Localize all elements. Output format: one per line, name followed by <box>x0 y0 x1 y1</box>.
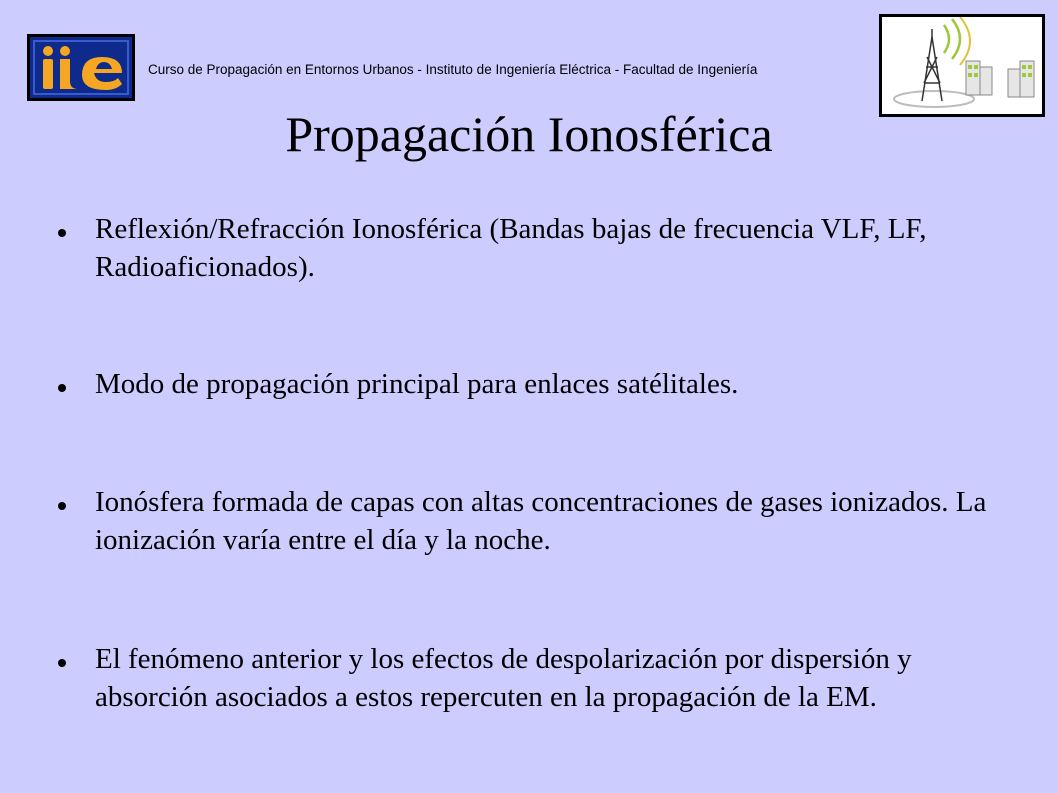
bullet-item <box>58 640 1018 716</box>
slide-title: Propagación Ionosférica <box>285 106 773 162</box>
iie-logo <box>27 34 135 101</box>
bullet-item <box>58 483 1018 559</box>
antenna-buildings-logo <box>879 14 1045 117</box>
bullet-dot-icon <box>58 502 66 510</box>
bullet-text: Modo de propagación principal para enlaces satélitales. <box>95 368 739 400</box>
bullet-text: Ionósfera formada de capas con altas concentraciones de gases ionizados. La ionización varía entre el día y la noche. <box>95 486 987 556</box>
bullet-dot-icon <box>58 384 66 392</box>
bullet-text: Reflexión/Refracción Ionosférica (Bandas bajas de frecuencia VLF, LF, Radioaficionados). <box>95 213 927 283</box>
course-header: Curso de Propagación en Entornos Urbanos - Instituto de Ingeniería Eléctrica - Facultad de Ingeniería <box>148 62 758 77</box>
bullet-text: El fenómeno anterior y los efectos de despolarización por dispersión y absorción asociados a estos repercuten en la propagación de la EM. <box>95 643 912 713</box>
bullet-item <box>58 210 1018 286</box>
bullet-dot-icon <box>58 229 66 237</box>
bullet-dot-icon <box>58 659 66 667</box>
bullet-item <box>58 365 1018 403</box>
